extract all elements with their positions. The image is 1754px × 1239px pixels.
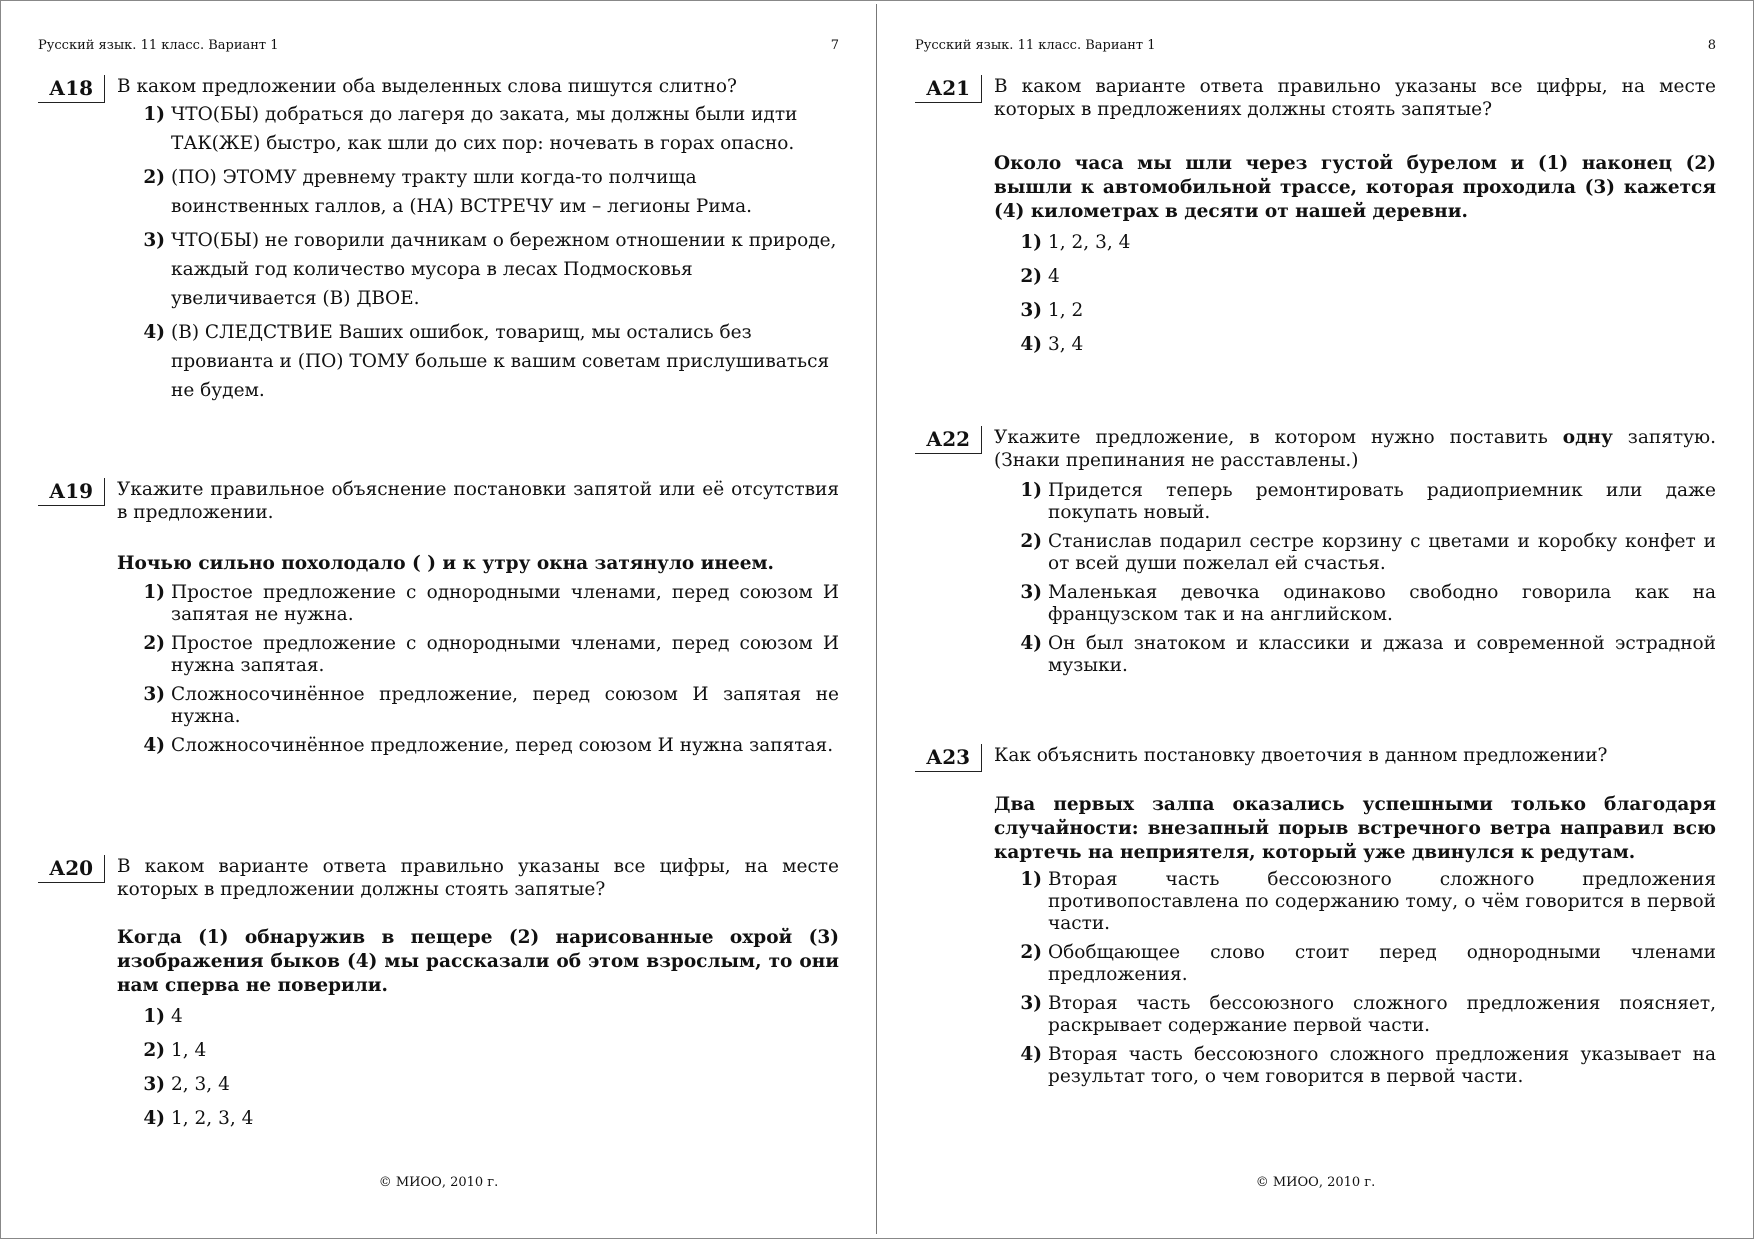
header-title: Русский язык. 11 класс. Вариант 1 bbox=[38, 38, 279, 53]
option-text: 3, 4 bbox=[1048, 334, 1084, 355]
option-number: 1) bbox=[1020, 869, 1042, 890]
page-footer: © МИОО, 2010 г. bbox=[378, 1175, 499, 1190]
option-number: 1) bbox=[143, 104, 165, 125]
option-text: Станислав подарил сестре корзину с цветами и коробку конфет и от всей души пожелал ей счастья. bbox=[1048, 531, 1716, 574]
option-text: Сложносочинённое предложение, перед союзом И нужна запятая. bbox=[171, 735, 834, 756]
answer-option bbox=[117, 163, 839, 221]
page-header bbox=[38, 38, 839, 53]
option-number: 4) bbox=[143, 1108, 165, 1129]
answer-option bbox=[994, 296, 1716, 325]
option-number: 1) bbox=[143, 582, 165, 603]
task-sentence: Около часа мы шли через густой бурелом и (1) наконец (2) вышли к автомобильной трассе, которая проходила (3) кажется (4) километрах в десяти от нашей деревни. bbox=[994, 153, 1716, 222]
option-text: Простое предложение с однородными членами, перед союзом И запятая не нужна. bbox=[171, 582, 839, 625]
option-text: ЧТО(БЫ) добраться до лагеря до заката, мы должны были идти ТАК(ЖЕ) быстро, как шли до сих пор: ночевать в горах опасно. bbox=[171, 104, 798, 154]
option-text: Простое предложение с однородными членами, перед союзом И нужна запятая. bbox=[171, 633, 839, 676]
option-text: 1, 2, 3, 4 bbox=[1048, 232, 1131, 253]
option-text: (В) СЛЕДСТВИЕ Ваших ошибок, товарищ, мы остались без провианта и (ПО) ТОМУ больше к вашим советам прислушиваться не будем. bbox=[171, 322, 830, 401]
option-number: 1) bbox=[1020, 232, 1042, 253]
answer-option bbox=[994, 633, 1716, 677]
answer-option bbox=[117, 684, 839, 728]
option-number: 4) bbox=[143, 322, 165, 343]
option-text: 1, 2, 3, 4 bbox=[171, 1108, 254, 1129]
option-number: 2) bbox=[143, 167, 165, 188]
answer-option bbox=[994, 262, 1716, 291]
task-a22 bbox=[915, 426, 1716, 677]
answer-option bbox=[117, 1002, 839, 1031]
option-number: 2) bbox=[1020, 266, 1042, 287]
answer-options bbox=[117, 100, 839, 405]
answer-options bbox=[994, 228, 1716, 359]
task-a21 bbox=[915, 75, 1716, 359]
task-question: Как объяснить постановку двоеточия в данном предложении? bbox=[994, 745, 1608, 766]
page-number: 8 bbox=[1707, 38, 1716, 53]
option-number: 3) bbox=[143, 684, 165, 705]
option-number: 1) bbox=[1020, 480, 1042, 501]
answer-options bbox=[117, 1002, 839, 1133]
answer-option bbox=[994, 869, 1716, 935]
task-sentence: Два первых залпа оказались успешными только благодаря случайности: внезапный порыв встречного ветра направил всю картечь на неприятеля, который уже двинулся к редутам. bbox=[994, 794, 1716, 863]
task-label: А23 bbox=[915, 744, 982, 772]
option-text: Обобщающее слово стоит перед однородными членами предложения. bbox=[1048, 942, 1716, 985]
task-label: А18 bbox=[38, 75, 105, 103]
option-number: 4) bbox=[1020, 334, 1042, 355]
option-number: 4) bbox=[143, 735, 165, 756]
task-sentence: Когда (1) обнаружив в пещере (2) нарисованные охрой (3) изображения быков (4) мы рассказали об этом взрослым, то они нам сперва не поверили. bbox=[117, 927, 839, 996]
option-text: Вторая часть бессоюзного сложного предложения поясняет, раскрывает содержание первой части. bbox=[1048, 993, 1716, 1036]
answer-option bbox=[117, 1036, 839, 1065]
option-text: Придется теперь ремонтировать радиоприемник или даже покупать новый. bbox=[1048, 480, 1716, 523]
option-number: 4) bbox=[1020, 1044, 1042, 1065]
task-label: А19 bbox=[38, 478, 105, 506]
task-a23 bbox=[915, 744, 1716, 1088]
option-number: 3) bbox=[143, 1074, 165, 1095]
option-text: 1, 4 bbox=[171, 1040, 207, 1061]
option-number: 2) bbox=[1020, 942, 1042, 963]
page-number: 7 bbox=[830, 38, 839, 53]
page-footer: © МИОО, 2010 г. bbox=[1255, 1175, 1376, 1190]
task-question: В каком варианте ответа правильно указаны все цифры, на месте которых в предложении должны стоять запятые? bbox=[117, 856, 839, 900]
answer-option bbox=[117, 1104, 839, 1133]
answer-option bbox=[994, 993, 1716, 1037]
option-number: 3) bbox=[1020, 582, 1042, 603]
answer-option bbox=[994, 480, 1716, 524]
page-8 bbox=[877, 0, 1754, 1239]
task-label: А22 bbox=[915, 426, 982, 454]
answer-option bbox=[994, 228, 1716, 257]
answer-options bbox=[994, 869, 1716, 1088]
task-a20 bbox=[38, 855, 839, 1133]
option-text: Вторая часть бессоюзного сложного предложения указывает на результат того, о чем говорится в первой части. bbox=[1048, 1044, 1716, 1087]
option-text: 4 bbox=[171, 1006, 183, 1027]
answer-option bbox=[117, 226, 839, 313]
task-question: В каком предложении оба выделенных слова пишутся слитно? bbox=[117, 76, 737, 97]
answer-options bbox=[994, 480, 1716, 677]
answer-option bbox=[994, 582, 1716, 626]
answer-option bbox=[117, 633, 839, 677]
answer-option bbox=[117, 100, 839, 158]
question-text: запятую. (Знаки препинания не расставлены.) bbox=[994, 427, 1716, 471]
answer-option bbox=[994, 942, 1716, 986]
option-text: (ПО) ЭТОМУ древнему тракту шли когда-то полчища воинственных галлов, а (НА) ВСТРЕЧУ им – легионы Рима. bbox=[171, 167, 752, 217]
option-text: ЧТО(БЫ) не говорили дачникам о бережном отношении к природе, каждый год количество мусора в лесах Подмосковья увеличивается (В) ДВОЕ. bbox=[171, 230, 837, 309]
answer-options bbox=[117, 582, 839, 757]
answer-option bbox=[117, 582, 839, 626]
option-text: Вторая часть бессоюзного сложного предложения противопоставлена по содержанию тому, о чём говорится в первой части. bbox=[1048, 869, 1716, 934]
option-text: Он был знатоком и классики и джаза и современной эстрадной музыки. bbox=[1048, 633, 1716, 676]
task-sentence: Ночью сильно похолодало ( ) и к утру окна затянуло инеем. bbox=[117, 553, 774, 574]
option-text: 4 bbox=[1048, 266, 1060, 287]
answer-option bbox=[994, 330, 1716, 359]
answer-option bbox=[994, 1044, 1716, 1088]
task-question bbox=[994, 426, 1716, 472]
option-number: 2) bbox=[143, 633, 165, 654]
question-emphasis: одну bbox=[1562, 427, 1613, 448]
option-text: 1, 2 bbox=[1048, 300, 1084, 321]
task-question: Укажите правильное объяснение постановки запятой или её отсутствия в предложении. bbox=[117, 479, 839, 523]
option-number: 3) bbox=[1020, 993, 1042, 1014]
task-label: А21 bbox=[915, 75, 982, 103]
answer-option bbox=[117, 318, 839, 405]
option-number: 3) bbox=[143, 230, 165, 251]
answer-option bbox=[117, 1070, 839, 1099]
option-text: 2, 3, 4 bbox=[171, 1074, 230, 1095]
option-number: 2) bbox=[1020, 531, 1042, 552]
answer-option bbox=[117, 735, 839, 757]
answer-option bbox=[994, 531, 1716, 575]
question-text: Укажите предложение, в котором нужно поставить bbox=[994, 427, 1548, 448]
option-text: Сложносочинённое предложение, перед союзом И запятая не нужна. bbox=[171, 684, 839, 727]
task-a19 bbox=[38, 478, 839, 757]
task-label: А20 bbox=[38, 855, 105, 883]
task-a18 bbox=[38, 75, 839, 405]
option-text: Маленькая девочка одинаково свободно говорила как на французском так и на английском. bbox=[1048, 582, 1716, 625]
page-header bbox=[915, 38, 1716, 53]
task-question: В каком варианте ответа правильно указаны все цифры, на месте которых в предложениях должны стоять запятые? bbox=[994, 76, 1716, 120]
option-number: 1) bbox=[143, 1006, 165, 1027]
option-number: 4) bbox=[1020, 633, 1042, 654]
option-number: 3) bbox=[1020, 300, 1042, 321]
option-number: 2) bbox=[143, 1040, 165, 1061]
header-title: Русский язык. 11 класс. Вариант 1 bbox=[915, 38, 1156, 53]
